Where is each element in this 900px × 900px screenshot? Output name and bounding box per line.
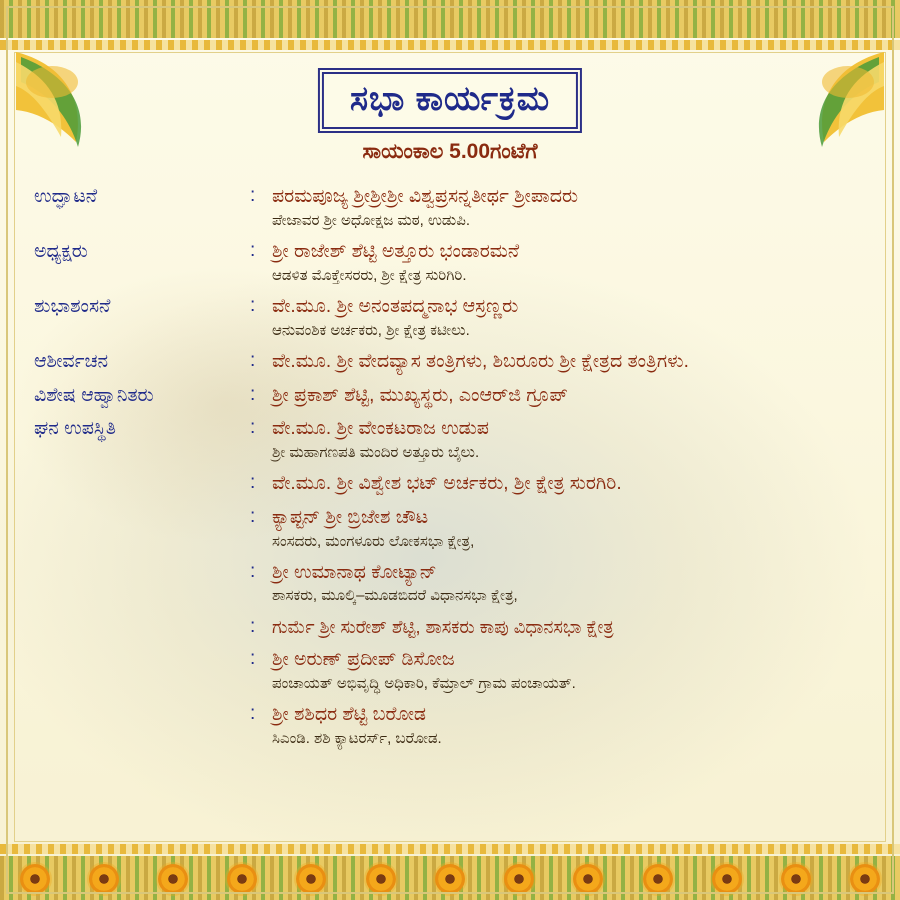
row-colon: :: [250, 648, 256, 670]
programme-label: ಆಶೀರ್ವಚನ: [34, 350, 109, 372]
programme-value: [272, 417, 870, 463]
row-colon: :: [250, 383, 256, 405]
row-colon: :: [250, 294, 256, 316]
programme-person-name: ಪರಮಪೂಜ್ಯ ಶ್ರೀಶ್ರೀಶ್ರೀ ವಿಶ್ವಪ್ರಸನ್ನತೀರ್ಥ ಶ್ರೀಪಾದರು: [272, 186, 579, 207]
top-inner-strip: [0, 40, 900, 50]
programme-person-title: ಆಡಳಿತ ಮೊಕ್ತೇಸರರು, ಶ್ರೀ ಕ್ಷೇತ್ರ ಸುರಿಗಿರಿ.: [272, 266, 467, 284]
row-colon: :: [250, 703, 256, 725]
bottom-inner-strip: [0, 844, 900, 854]
sunflower-icon: [20, 864, 50, 894]
programme-person-title: ಶಾಸಕರು, ಮೂಲ್ಕಿ–ಮೂಡಬಿದರೆ ವಿಧಾನಸಭಾ ಕ್ಷೇತ್ರ,: [272, 587, 518, 605]
sunflower-icon: [158, 864, 188, 894]
row-colon: :: [250, 417, 256, 439]
sunflower-icon: [296, 864, 326, 894]
programme-person-name: ವೇ.ಮೂ. ಶ್ರೀ ವಿಶ್ವೇಶ ಭಟ್ ಅರ್ಚಕರು, ಶ್ರೀ ಕ್ಷೇತ್ರ ಸುರಗಿರಿ.: [272, 473, 622, 495]
sunflower-icon: [504, 864, 534, 894]
row-colon: :: [250, 349, 256, 371]
programme-row: [34, 703, 870, 749]
programme-row: [34, 384, 870, 409]
programme-person-name: ಶ್ರೀ ಅರುಣ್ ಪ್ರದೀಪ್ ಡಿಸೋಜ: [272, 649, 455, 671]
sunflower-icon: [89, 864, 119, 894]
sunflower-icon: [781, 864, 811, 894]
page-title-box: [322, 72, 578, 129]
programme-person-name: ಶ್ರೀ ರಾಜೇಶ್ ಶೆಟ್ಟಿ ಅತ್ತೂರು ಭಂಡಾರಮನೆ: [272, 240, 520, 262]
programme-person-title: ಪಂಚಾಯತ್ ಅಭಿವೃದ್ಧಿ ಅಧಿಕಾರಿ, ಕೆಮ್ರಾಲ್ ಗ್ರಾಮ ಪಂಚಾಯತ್.: [272, 674, 576, 692]
programme-row: [34, 616, 870, 639]
programme-person-title: ಸಿಎಂಡಿ. ಶಶಿ ಕ್ಯಾಟರರ್ಸ್, ಬರೋಡ.: [272, 729, 442, 747]
programme-row: [34, 472, 870, 497]
row-colon: :: [250, 472, 256, 494]
programme-person-title: ಆನುವಂಶಿಕ ಅರ್ಚಕರು, ಶ್ರೀ ಕ್ಷೇತ್ರ ಕಟೀಲು.: [272, 321, 470, 339]
programme-row: [34, 240, 870, 286]
programme-person-name: ಶ್ರೀ ಶಶಿಧರ ಶೆಟ್ಟಿ ಬರೋಡ: [272, 704, 427, 726]
programme-value: [272, 185, 870, 231]
programme-value: [272, 472, 870, 497]
programme-person-name: ವೇ.ಮೂ. ಶ್ರೀ ವೇದವ್ಯಾಸ ತಂತ್ರಿಗಳು, ಶಿಬರೂರು ಶ್ರೀ ಕ್ಷೇತ್ರದ ತಂತ್ರಿಗಳು.: [272, 350, 689, 372]
row-colon: :: [250, 239, 256, 261]
programme-row: [34, 561, 870, 607]
programme-value: [272, 384, 870, 409]
sunflower-icon: [366, 864, 396, 894]
row-colon: :: [250, 615, 256, 637]
sunflower-icon: [850, 864, 880, 894]
row-colon: :: [250, 560, 256, 582]
programme-person-name: ವೇ.ಮೂ. ಶ್ರೀ ಅನಂತಪದ್ಮನಾಭ ಆಸ್ರಣ್ಣರು: [272, 295, 519, 317]
sunflower-decoration-row: [0, 860, 900, 898]
programme-value: [272, 506, 870, 552]
programme-person-title: ಶ್ರೀ ಮಹಾಗಣಪತಿ ಮಂದಿರ ಅತ್ತೂರು ಬೈಲು.: [272, 443, 480, 461]
programme-row: [34, 506, 870, 552]
row-colon: :: [250, 505, 256, 527]
sunflower-icon: [712, 864, 742, 894]
programme-person-name: ಶ್ರೀ ಪ್ರಕಾಶ್ ಶೆಟ್ಟಿ, ಮುಖ್ಯಸ್ಥರು, ಎಂಆರ್‌ಜಿ ಗ್ರೂಪ್: [272, 384, 568, 406]
programme-row: [34, 648, 870, 694]
event-time-subtitle: ಸಾಯಂಕಾಲ 5.00ಗಂಟೆಗೆ: [362, 140, 538, 163]
programme-value: [272, 240, 870, 286]
programme-value: [272, 616, 870, 639]
sunflower-icon: [643, 864, 673, 894]
programme-list: [34, 185, 870, 758]
programme-person-name: ಗುರ್ಮೆ ಶ್ರೀ ಸುರೇಶ್ ಶೆಟ್ಟಿ, ಶಾಸಕರು ಕಾಪು ವಿಧಾನಸಭಾ ಕ್ಷೇತ್ರ: [272, 616, 614, 637]
programme-value: [272, 648, 870, 694]
programme-person-name: ವೇ.ಮೂ. ಶ್ರೀ ವೇಂಕಟರಾಜ ಉಡುಪ: [272, 418, 489, 440]
programme-row: [34, 295, 870, 341]
programme-value: [272, 295, 870, 341]
programme-value: [272, 561, 870, 607]
ribbon-decoration-left: [16, 52, 136, 162]
programme-value: [272, 350, 870, 375]
row-colon: :: [250, 185, 256, 206]
sunflower-icon: [435, 864, 465, 894]
page-title: ಸಭಾ ಕಾರ್ಯಕ್ರಮ: [349, 80, 551, 118]
programme-person-name: ಶ್ರೀ ಉಮಾನಾಥ ಕೋಟ್ಯಾನ್: [272, 561, 437, 583]
programme-person-title: ಪೇಜಾವರ ಶ್ರೀ ಅಧೋಕ್ಷಜ ಮಠ, ಉಡುಪಿ.: [272, 211, 470, 229]
programme-person-name: ಕ್ಯಾಪ್ಟನ್ ಶ್ರೀ ಬ್ರಿಜೇಶ ಚೌಟ: [272, 506, 429, 528]
programme-label: ಶುಭಾಶಂಸನೆ: [34, 295, 111, 317]
sunflower-icon: [227, 864, 257, 894]
programme-person-title: ಸಂಸದರು, ಮಂಗಳೂರು ಲೋಕಸಭಾ ಕ್ಷೇತ್ರ,: [272, 532, 475, 550]
ribbon-decoration-right: [764, 52, 884, 162]
programme-value: [272, 703, 870, 749]
sunflower-icon: [573, 864, 603, 894]
programme-label: ಅಧ್ಯಕ್ಷರು: [34, 240, 88, 262]
programme-row: [34, 350, 870, 375]
programme-row: [34, 185, 870, 231]
programme-label: ಘನ ಉಪಸ್ಥಿತಿ: [34, 418, 116, 440]
top-border-strip: [0, 0, 900, 38]
programme-row: [34, 417, 870, 463]
programme-label: ವಿಶೇಷ ಆಹ್ವಾನಿತರು: [34, 384, 154, 406]
programme-label: ಉದ್ಘಾಟನೆ: [34, 186, 98, 207]
